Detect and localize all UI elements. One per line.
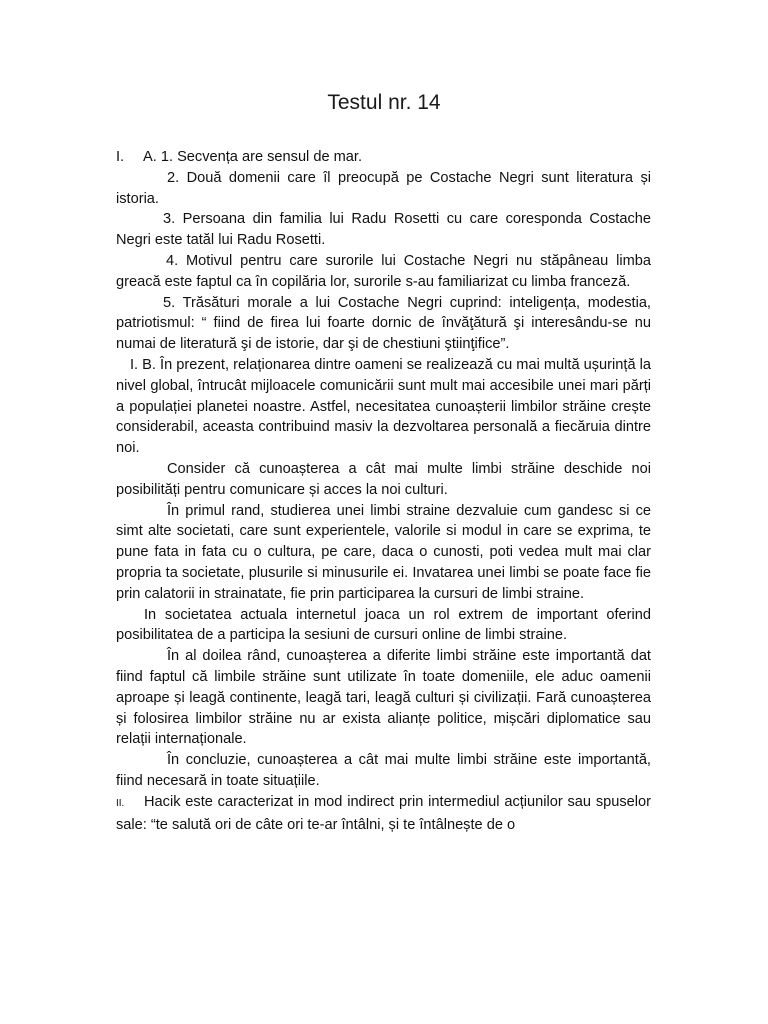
document-body (116, 147, 651, 835)
paragraph-8: În primul rand, studierea unei limbi straine dezvaluie cum gandesc si ce simt alte societati, care sunt experientele, valorile si modul in care se exprima, te pune fata in fata cu o cultura, pe care, daca o cunosti, poti vedea mult mai clar propria ta societate, plusurile si minusurile ei. Invatarea unei limbi se poate face fie prin calatorii in strainatate, fie prin participarea la cursuri de limbi straine. (116, 502, 651, 602)
paragraph-5: 5. Trăsături morale a lui Costache Negri cuprind: inteligența, modestia, patriotismul: “ fiind de firea lui foarte dornic de învăţătură şi interesându-se nu numai de literatură şi de istorie, dar şi de chestiuni ştiinţifice”. (116, 294, 651, 353)
paragraph-10: În al doilea rând, cunoașterea a diferite limbi străine este importantă dat fiind faptul că limbile străine sunt utilizate în toate domeniile, ele aduc oamenii aproape și leagă continente, leagă tari, leagă culturi și civilizații. Fară cunoașterea și folosirea limbilor străine nu ar exista alianțe politice, mișcări diplomatice sau relații internaționale. (116, 648, 651, 748)
paragraph-11: În concluzie, cunoașterea a cât mai multe limbi străine este importantă, fiind necesară in toate situațiile. (116, 752, 651, 789)
section-label-ii: II. (116, 797, 125, 809)
paragraph-7: Consider că cunoașterea a cât mai multe limbi străine deschide noi posibilități pentru comunicare și acces la noi culturi. (116, 460, 651, 498)
paragraph-9: In societatea actuala internetul joaca un rol extrem de important oferind posibilitatea de a participa la sesiuni de cursuri online de limbi straine. (116, 606, 651, 644)
paragraph-text: A. 1. Secvența are sensul de mar. (143, 149, 363, 165)
paragraph-2: 2. Două domenii care îl preocupă pe Costache Negri sunt literatura și istoria. (116, 169, 651, 207)
section-label-i: I. (116, 149, 125, 165)
paragraph-4: 4. Motivul pentru care surorile lui Costache Negri nu stăpâneau limba greacă este faptul ca în copilăria lor, surorile s-au familiarizat cu limba franceză. (116, 252, 651, 290)
paragraph-3: 3. Persoana din familia lui Radu Rosetti cu care coresponda Costache Negri este tatăl lui Radu Rosetti. (116, 211, 651, 249)
page-title: Testul nr. 14 (327, 91, 441, 114)
paragraph-6: I. B. În prezent, relaționarea dintre oameni se realizează cu mai multă ușurință la nivel global, întrucât mijloacele comunicării sunt mult mai accesibile unei mari părți a populației planetei noastre. Astfel, necesitatea cunoașterii limbilor străine crește considerabil, aceasta contribuind masiv la dezvoltarea personală a fiecăruia dintre noi. (116, 356, 651, 457)
paragraph-12 (116, 792, 651, 836)
paragraph-1 (116, 147, 651, 168)
paragraph-text: Hacik este caracterizat in mod indirect prin intermediul acțiunilor sau spuselor sale: “te salută ori de câte ori te-ar întâlni, și te întâlnește de o (116, 793, 651, 833)
